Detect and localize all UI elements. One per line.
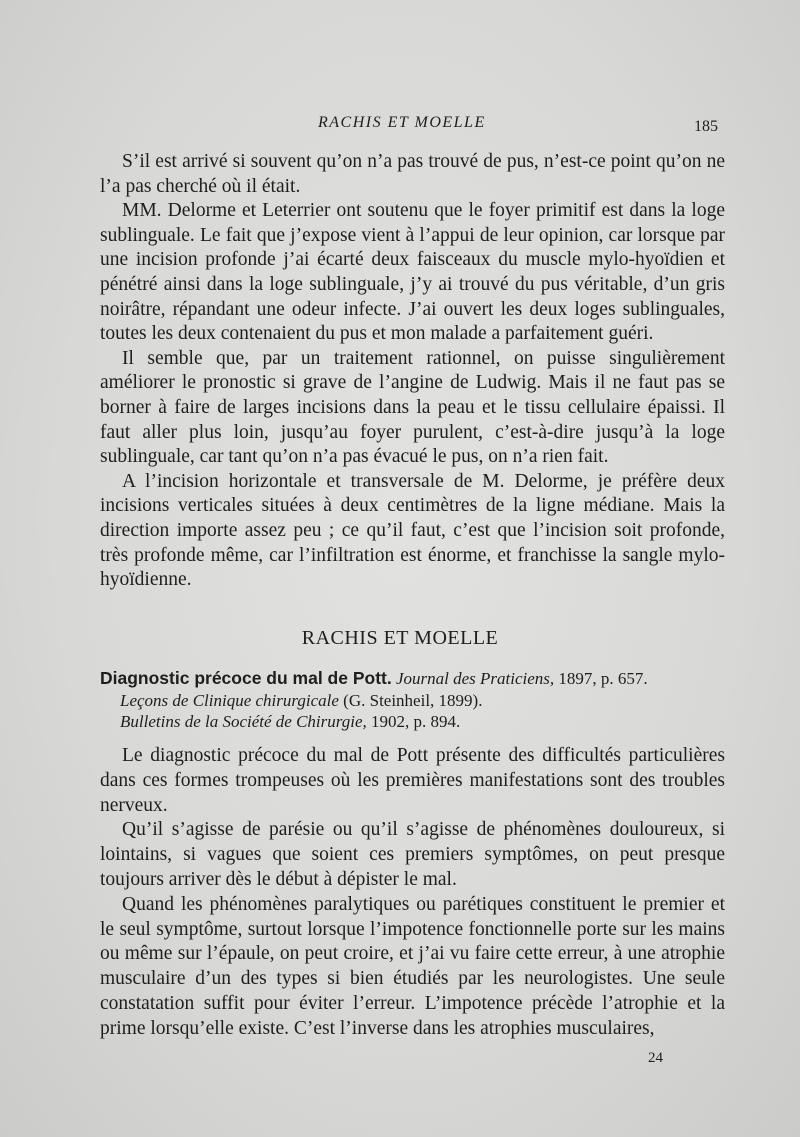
running-head: [0, 114, 800, 138]
section-title: RACHIS ET MOELLE: [301, 627, 499, 649]
paragraph: Quand les phénomènes paralytiques ou parétiques constituent le premier et le seul symptôme, surtout lorsque l’impotence fonctionnelle porte sur les mains ou même sur l’épaule, on peut croire, et j’ai vu faire cette erreur, à une atrophie musculaire d’un des types si bien étudiés par les neurologistes. Une seule constatation suffit pour éviter l’erreur. L’impotence précède l’atrophie et la prime lorsqu’elle existe. C’est l’inverse dans les atrophies musculaires,: [100, 893, 725, 1039]
page-number: 185: [694, 118, 718, 135]
paragraph: S’il est arrivé si souvent qu’on n’a pas trouvé de pus, n’est-ce point qu’on ne l’a pas cherché où il était.: [100, 151, 725, 197]
reference-journal: Journal des Praticiens,: [395, 669, 555, 688]
reference-journal: Bulletins de la Société de Chirurgie,: [120, 712, 367, 731]
reference-detail: (G. Steinheil, 1899).: [343, 690, 483, 710]
paragraph: Qu’il s’agisse de parésie ou qu’il s’agisse de phénomènes douloureux, si lointains, si vagues que soient ces premiers symptômes, on peut presque toujours arriver dès le début à dépister le mal.: [100, 819, 725, 890]
reference-journal: Leçons de Clinique chirurgicale: [120, 690, 339, 710]
reference-detail: 1902, p. 894.: [371, 712, 461, 731]
running-head-title: RACHIS ET MOELLE: [318, 114, 486, 131]
paragraph: A l’incision horizontale et transversale de M. Delorme, je préfère deux incisions verticales situées à deux centimètres de la ligne médiane. Mais la direction importe assez peu ; ce qu’il faut, c’est que l’incision soit profonde, très profonde même, car l’infiltration est énorme, et franchisse la sangle mylo-hyoïdienne.: [100, 470, 725, 591]
paragraph: Il semble que, par un traitement rationnel, on puisse singulièrement améliorer le pronostic si grave de l’angine de Ludwig. Mais il ne faut pas se borner à faire de larges incisions dans la peau et le tissu cellulaire épaissi. Il faut aller plus loin, jusqu’au foyer purulent, c’est-à-dire jusqu’à la loge sublinguale, car tant qu’on n’a pas évacué le pus, on n’a rien fait.: [100, 347, 725, 468]
reference-detail: 1897, p. 657.: [558, 669, 648, 688]
body-text-bottom: [100, 744, 725, 1042]
reference-heading: Diagnostic précoce du mal de Pott.: [100, 668, 392, 688]
reference-line: [100, 668, 740, 690]
reference-line: [100, 711, 740, 733]
paragraph: Le diagnostic précoce du mal de Pott présente des difficultés particulières dans ces formes trompeuses où les premières manifestations sont des troubles nerveux.: [100, 745, 725, 816]
paragraph: MM. Delorme et Leterrier ont soutenu que le foyer primitif est dans la loge sublinguale. Le fait que j’expose vient à l’appui de leur opinion, car lorsque par une incision profonde j’ai écarté deux faisceaux du muscle mylo-hyoïdien et pénétré ainsi dans la loge sublinguale, j’y ai trouvé du pus véritable, d’un gris noirâtre, répandant une odeur infecte. J’ai ouvert les deux loges sublinguales, toutes les deux contenaient du pus et mon malade a parfaitement guéri.: [100, 200, 725, 345]
body-text-top: [100, 150, 725, 593]
reference-line: [100, 690, 740, 712]
signature-mark: 24: [648, 1050, 663, 1066]
references: [100, 668, 740, 733]
